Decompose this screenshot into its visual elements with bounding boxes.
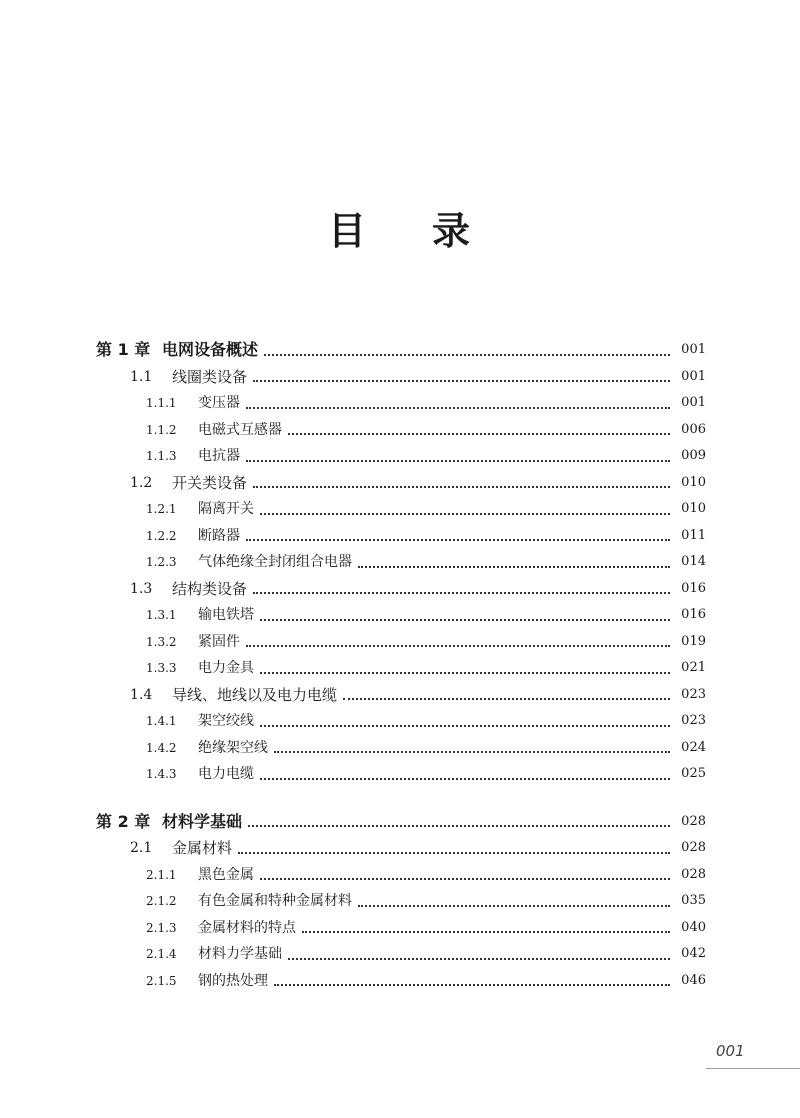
toc-entry-page: 011	[681, 527, 706, 543]
toc-entry-title: 金属材料的特点	[198, 919, 296, 936]
toc-entry-number: 1.3.2	[146, 634, 177, 649]
toc-entry-page: 006	[681, 421, 706, 437]
toc-entry-page: 035	[681, 893, 706, 908]
dot-leader	[253, 592, 670, 594]
toc-entry-page: 040	[681, 919, 706, 935]
toc-entry-title: 隔离开关	[198, 501, 254, 517]
toc-section-entry[interactable]	[96, 576, 706, 603]
toc-entry-page: 024	[681, 739, 706, 755]
dot-leader	[260, 619, 670, 621]
toc-entry-number: 2.1.4	[146, 947, 177, 961]
toc-entry-number: 1.3.3	[146, 661, 177, 675]
dot-leader	[302, 931, 670, 933]
toc-entry-title: 结构类设备	[172, 579, 248, 598]
dot-leader	[288, 958, 670, 960]
dot-leader	[264, 354, 670, 356]
toc-entry-page: 025	[681, 766, 706, 781]
toc-entry-page: 016	[681, 580, 706, 596]
toc-entry-number: 1.3	[130, 580, 153, 597]
toc-subsection-entry[interactable]	[96, 655, 706, 682]
toc-entry-page: 014	[681, 554, 706, 569]
toc-subsection-entry[interactable]	[96, 915, 706, 942]
page-title-char-1: 目	[327, 209, 368, 253]
toc-subsection-entry[interactable]	[96, 708, 706, 735]
toc-entry-page: 010	[681, 474, 706, 490]
toc-subsection-entry[interactable]	[96, 968, 706, 995]
toc-entry-page: 001	[681, 342, 706, 357]
toc-subsection-entry[interactable]	[96, 417, 706, 444]
toc-entry-title: 气体绝缘全封闭组合电器	[198, 554, 352, 570]
toc-subsection-entry[interactable]	[96, 523, 706, 550]
toc-subsection-entry[interactable]	[96, 602, 706, 629]
toc-entry-number: 1.2	[130, 474, 153, 491]
footer-page-number: 001	[716, 1042, 745, 1060]
toc-entry-title: 紧固件	[198, 633, 240, 650]
toc-entry-number: 1.4.2	[146, 740, 177, 755]
toc-entry-page: 023	[681, 713, 706, 728]
toc-entry-number: 2.1.1	[146, 867, 177, 882]
toc-subsection-entry[interactable]	[96, 390, 706, 417]
toc-entry-page: 019	[681, 633, 706, 649]
toc-subsection-entry[interactable]	[96, 761, 706, 788]
dot-leader	[253, 486, 670, 488]
toc-entry-number: 1.2.2	[146, 528, 177, 543]
toc-chapter-entry[interactable]	[96, 337, 706, 364]
dot-leader	[246, 645, 670, 647]
toc-section-entry[interactable]	[96, 835, 706, 862]
toc-entry-number: 1.1.2	[146, 422, 177, 437]
dot-leader	[288, 433, 670, 435]
dot-leader	[274, 984, 670, 986]
toc-subsection-entry[interactable]	[96, 941, 706, 968]
toc-entry-number: 第 1 章	[96, 340, 151, 359]
toc-entry-number: 1.2.3	[146, 555, 177, 569]
toc-subsection-entry[interactable]	[96, 496, 706, 523]
toc-entry-title: 有色金属和特种金属材料	[198, 893, 352, 909]
toc-entry-title: 金属材料	[172, 839, 233, 857]
toc-entry-title: 材料力学基础	[198, 946, 282, 962]
toc-subsection-entry[interactable]	[96, 735, 706, 762]
toc-entry-number: 1.3.1	[146, 608, 177, 622]
toc-entry-title: 输电铁塔	[198, 607, 254, 623]
toc-entry-title: 电力金具	[198, 660, 254, 676]
toc-entry-page: 001	[681, 368, 706, 384]
toc-entry-page: 021	[681, 660, 706, 675]
dot-leader	[343, 698, 670, 700]
toc-subsection-entry[interactable]	[96, 862, 706, 889]
dot-leader	[246, 460, 670, 462]
toc-subsection-entry[interactable]	[96, 888, 706, 915]
page-footer	[706, 1040, 800, 1069]
toc-entry-page: 028	[681, 813, 706, 829]
toc-entry-title: 钢的热处理	[198, 972, 268, 989]
toc-entry-page: 023	[681, 686, 706, 702]
toc-entry-page: 009	[681, 448, 706, 463]
toc-entry-title: 线圈类设备	[172, 367, 248, 386]
toc-chapter-block	[96, 337, 706, 788]
toc-entry-number: 1.4.1	[146, 714, 177, 728]
toc-entry-title: 电抗器	[198, 448, 240, 464]
page-title	[0, 200, 800, 255]
dot-leader	[238, 852, 670, 854]
dot-leader	[253, 380, 670, 382]
toc-entry-title: 导线、地线以及电力电缆	[172, 685, 338, 704]
toc-section-entry[interactable]	[96, 470, 706, 497]
dot-leader	[246, 539, 670, 541]
dot-leader	[260, 878, 670, 880]
toc-entry-title: 断路器	[198, 527, 240, 544]
dot-leader	[358, 566, 670, 568]
dot-leader	[260, 513, 670, 515]
dot-leader	[274, 751, 670, 753]
toc-entry-title: 黑色金属	[198, 866, 254, 883]
toc-entry-number: 1.2.1	[146, 502, 177, 516]
toc-entry-title: 电磁式互感器	[198, 421, 282, 438]
page-title-char-2: 录	[432, 209, 473, 253]
toc-entry-number: 2.1.5	[146, 973, 177, 988]
dot-leader	[260, 778, 670, 780]
toc-entry-page: 028	[681, 866, 706, 882]
toc-entry-title: 架空绞线	[198, 713, 254, 729]
toc-subsection-entry[interactable]	[96, 549, 706, 576]
toc-entry-number: 1.4	[130, 686, 153, 703]
toc-entry-number: 2.1.2	[146, 894, 177, 908]
dot-leader	[246, 407, 670, 409]
toc-entry-number: 第 2 章	[96, 811, 151, 831]
toc-entry-page: 046	[681, 972, 706, 988]
toc-entry-title: 开关类设备	[172, 473, 248, 492]
toc-chapter-block	[96, 809, 706, 995]
toc-entry-number: 1.1.1	[146, 396, 177, 410]
toc-subsection-entry[interactable]	[96, 629, 706, 656]
toc-entry-title: 电力电缆	[198, 766, 254, 782]
toc-entry-number: 1.4.3	[146, 767, 177, 781]
toc-entry-title: 材料学基础	[162, 811, 243, 831]
toc-entry-number: 2.1	[130, 840, 153, 856]
toc-entry-title: 电网设备概述	[162, 340, 259, 359]
toc-entry-title: 变压器	[198, 395, 240, 411]
toc-section-entry[interactable]	[96, 364, 706, 391]
toc-entry-page: 028	[681, 840, 706, 855]
toc-entry-page: 016	[681, 607, 706, 622]
toc-section-entry[interactable]	[96, 682, 706, 709]
dot-leader	[260, 672, 670, 674]
dot-leader	[260, 725, 670, 727]
dot-leader	[358, 905, 670, 907]
toc-entry-page: 042	[681, 946, 706, 961]
table-of-contents	[96, 337, 706, 994]
toc-chapter-entry[interactable]	[96, 809, 706, 836]
toc-entry-page: 010	[681, 501, 706, 516]
toc-entry-number: 1.1.3	[146, 449, 177, 463]
dot-leader	[248, 825, 670, 827]
toc-entry-number: 2.1.3	[146, 920, 177, 935]
toc-entry-page: 001	[681, 395, 706, 410]
toc-subsection-entry[interactable]	[96, 443, 706, 470]
toc-entry-title: 绝缘架空线	[198, 739, 268, 756]
toc-entry-number: 1.1	[130, 368, 153, 385]
